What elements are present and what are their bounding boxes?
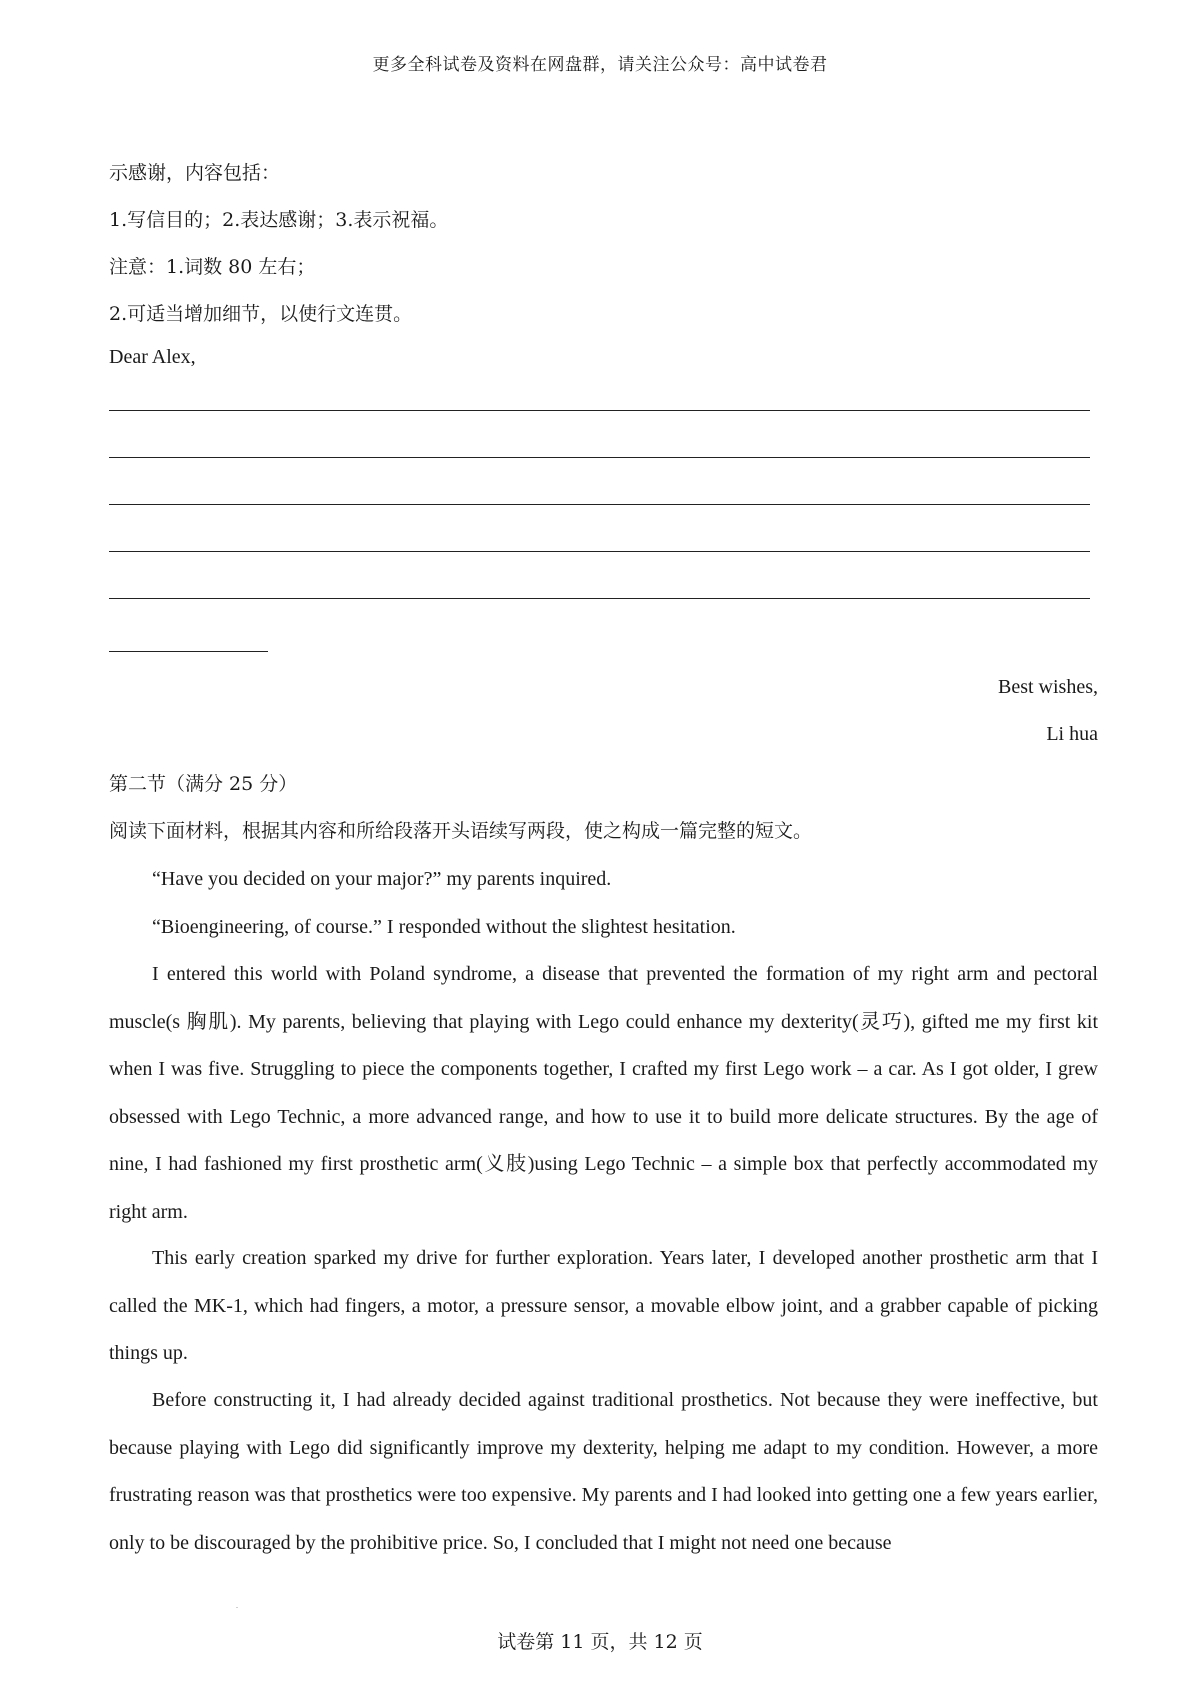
- letter-salutation: Dear Alex,: [109, 346, 196, 368]
- story-paragraph: This early creation sparked my drive for further exploration. Years later, I developed another prosthetic arm that I called the MK-1, which had fingers, a motor, a pressure sensor, a movable elbow joint, and a grabber capable of picking things up.: [109, 1247, 1098, 1364]
- page-footer: 试卷第 11 页，共 12 页: [497, 1631, 703, 1653]
- answer-line[interactable]: [109, 551, 1090, 552]
- notice-word-count-line: 注意：1.词数 80 左右；: [109, 256, 316, 278]
- story-paragraph: I entered this world with Poland syndrome, a disease that prevented the formation of my right arm and pectoral muscle(s 胸肌). My parents, believing that playing with Lego could enhance my dexterity(灵巧), gifted me my first kit when I was five. Struggling to piece the components together, I crafted my first Lego work – a car. As I got older, I grew obsessed with Lego Technic, a more advanced range, and how to use it to build more delicate structures. By the age of nine, I had fashioned my first prosthetic arm(义肢)using Lego Technic – a simple box that perfectly accommodated my right arm.: [109, 963, 1098, 1223]
- task-requirements-line: 示感谢，内容包括：: [109, 162, 281, 184]
- scan-speck: [236, 1607, 238, 1608]
- answer-line[interactable]: [109, 457, 1090, 458]
- task-points-line: 1.写信目的；2.表达感谢；3.表示祝福。: [109, 209, 449, 231]
- letter-closing: Best wishes,: [998, 676, 1098, 698]
- header-note: 更多全科试卷及资料在网盘群，请关注公众号：高中试卷君: [372, 55, 828, 75]
- letter-signature: Li hua: [1046, 723, 1098, 745]
- section-title: 第二节（满分 25 分）: [109, 773, 298, 795]
- answer-line[interactable]: [109, 598, 1090, 599]
- story-paragraph: Before constructing it, I had already decided against traditional prosthetics. Not because they were ineffective, but because playing with Lego did significantly improve my dexterity, helping me adapt to my condition. However, a more frustrating reason was that prosthetics were too expensive. My parents and I had looked into getting one a few years earlier, only to be discouraged by the prohibitive price. So, I concluded that I might not need one because: [109, 1389, 1098, 1554]
- story-paragraph: “Bioengineering, of course.” I responded without the slightest hesitation.: [152, 916, 736, 938]
- section-instruction: 阅读下面材料，根据其内容和所给段落开头语续写两段，使之构成一篇完整的短文。: [109, 820, 813, 842]
- story-paragraph: “Have you decided on your major?” my parents inquired.: [152, 868, 612, 890]
- answer-line[interactable]: [109, 410, 1090, 411]
- answer-line-short[interactable]: [109, 651, 268, 652]
- notice-details-line: 2.可适当增加细节，以使行文连贯。: [109, 303, 413, 325]
- answer-line[interactable]: [109, 504, 1090, 505]
